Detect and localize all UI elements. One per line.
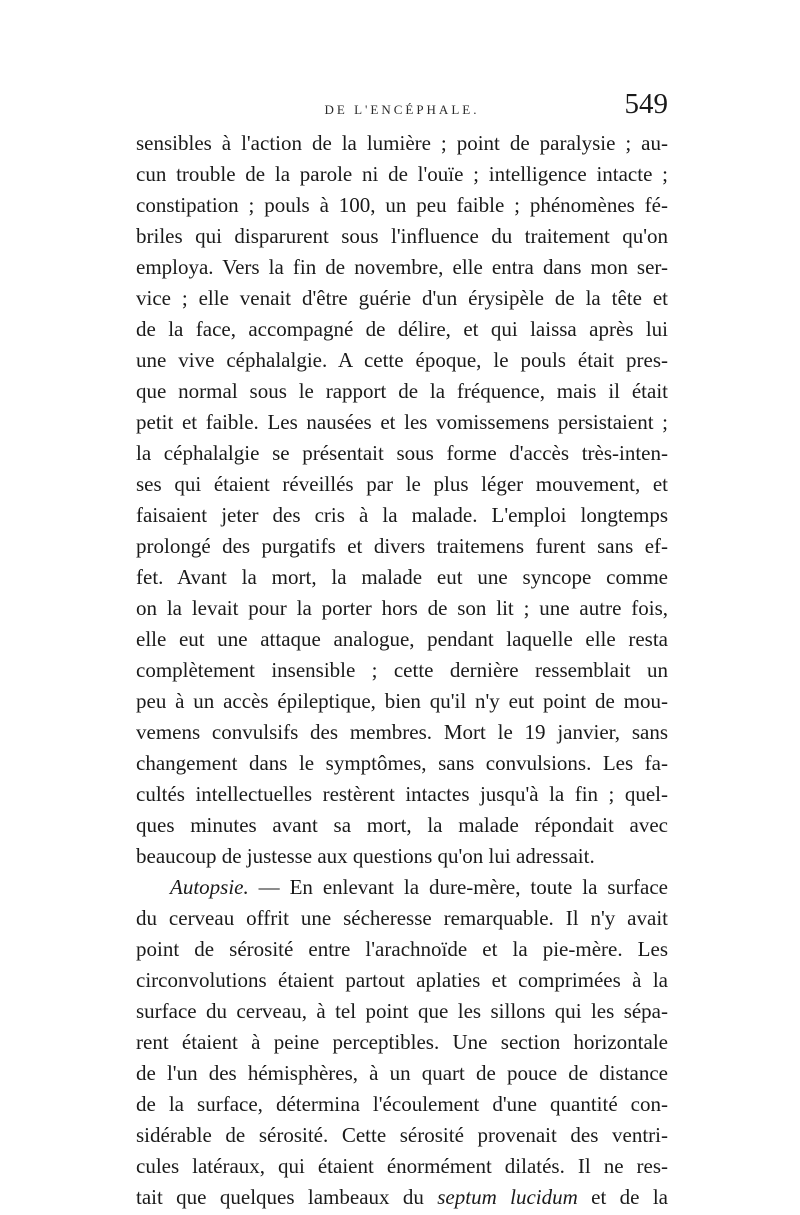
last-line-end: et de la — [577, 1185, 668, 1209]
text-line: du cerveau offrit une sécheresse remarquable. Il n'y avait — [136, 906, 668, 930]
last-line-start: tait que quelques lambeaux du — [136, 1185, 438, 1209]
text-line: elle eut une attaque analogue, pendant laquelle elle resta — [136, 627, 668, 651]
text-line: briles qui disparurent sous l'influence du traitement qu'on — [136, 224, 668, 248]
text-line: beaucoup de justesse aux questions qu'on lui adressait. — [136, 844, 595, 868]
text-line: fet. Avant la mort, la malade eut une syncope comme — [136, 565, 668, 589]
text-line: sidérable de sérosité. Cette sérosité provenait des ventri- — [136, 1123, 668, 1147]
text-line: que normal sous le rapport de la fréquence, mais il était — [136, 379, 668, 403]
text-line: vice ; elle venait d'être guérie d'un érysipèle de la tête et — [136, 286, 668, 310]
running-head: DE L'ENCÉPHALE. — [324, 102, 480, 117]
body-text — [136, 128, 668, 1213]
text-line: rent étaient à peine perceptibles. Une section horizontale — [136, 1030, 668, 1054]
text-line: de la face, accompagné de délire, et qui laissa après lui — [136, 317, 668, 341]
last-text-line — [136, 1182, 668, 1213]
text-line: employa. Vers la fin de novembre, elle entra dans mon ser- — [136, 255, 668, 279]
text-line: circonvolutions étaient partout aplaties et comprimées à la — [136, 968, 668, 992]
text-line: faisaient jeter des cris à la malade. L'emploi longtemps — [136, 503, 668, 527]
text-line: complètement insensible ; cette dernière ressemblait un — [136, 658, 668, 682]
text-line: cules latéraux, qui étaient énormément dilatés. Il ne res- — [136, 1154, 668, 1178]
autopsie-line — [136, 872, 668, 903]
text-line: changement dans le symptômes, sans convulsions. Les fa- — [136, 751, 668, 775]
text-line: de l'un des hémisphères, à un quart de pouce de distance — [136, 1061, 668, 1085]
text-line: petit et faible. Les nausées et les vomissemens persistaient ; — [136, 410, 668, 434]
text-line: cultés intellectuelles restèrent intactes jusqu'à la fin ; quel- — [136, 782, 668, 806]
text-line: point de sérosité entre l'arachnoïde et la pie-mère. Les — [136, 937, 668, 961]
text-line: vemens convulsifs des membres. Mort le 19 janvier, sans — [136, 720, 668, 744]
text-line: on la levait pour la porter hors de son lit ; une autre fois, — [136, 596, 668, 620]
text-line: peu à un accès épileptique, bien qu'il n'y eut point de mou- — [136, 689, 668, 713]
text-line: la céphalalgie se présentait sous forme d'accès très-inten- — [136, 441, 668, 465]
page-header — [136, 80, 668, 128]
text-line: cun trouble de la parole ni de l'ouïe ; intelligence intacte ; — [136, 162, 668, 186]
text-line: de la surface, détermina l'écoulement d'une quantité con- — [136, 1092, 668, 1116]
autopsie-text: — En enlevant la dure-mère, toute la surface — [248, 875, 668, 899]
text-line: constipation ; pouls à 100, un peu faible ; phénomènes fé- — [136, 193, 668, 217]
septum-lucidum-term: septum lucidum — [437, 1185, 578, 1209]
autopsie-heading: Autopsie. — [170, 875, 249, 899]
text-line: surface du cerveau, à tel point que les sillons qui les sépa- — [136, 999, 668, 1023]
text-line: sensibles à l'action de la lumière ; point de paralysie ; au- — [136, 131, 668, 155]
page-number: 549 — [624, 88, 668, 120]
text-line: prolongé des purgatifs et divers traitemens furent sans ef- — [136, 534, 668, 558]
text-line: une vive céphalalgie. A cette époque, le pouls était pres- — [136, 348, 668, 372]
text-line: ses qui étaient réveillés par le plus léger mouvement, et — [136, 472, 668, 496]
text-line: ques minutes avant sa mort, la malade répondait avec — [136, 813, 668, 837]
